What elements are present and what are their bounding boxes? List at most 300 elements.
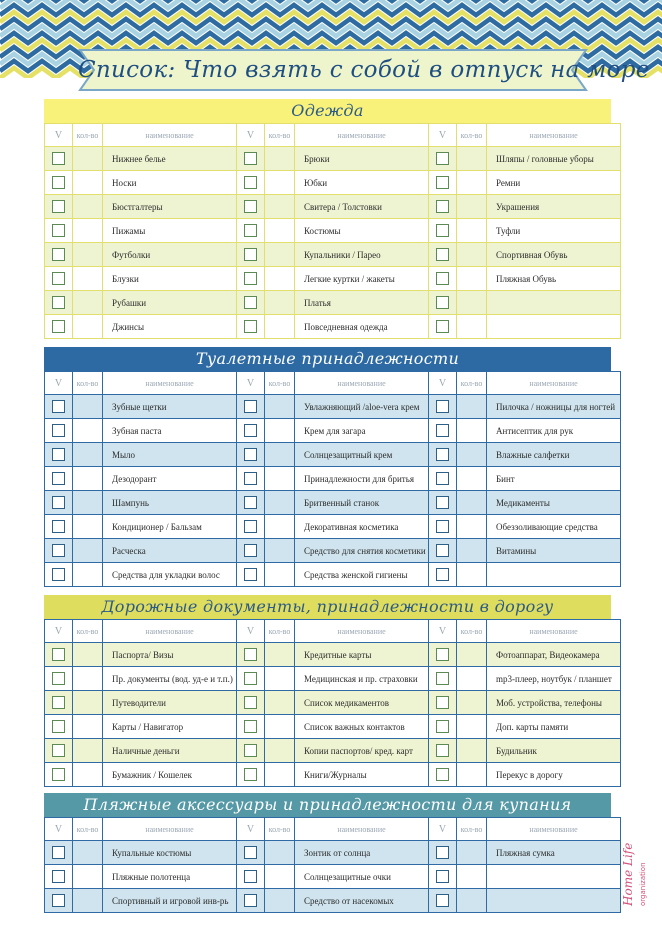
checkbox[interactable] <box>52 648 65 661</box>
name-column-header: наименование <box>487 372 621 395</box>
column-header-row <box>45 372 621 395</box>
table-row <box>45 539 621 563</box>
quantity-cell[interactable] <box>265 643 295 667</box>
checkbox[interactable] <box>244 448 257 461</box>
name-column-header: наименование <box>487 124 621 147</box>
checkbox-cell <box>237 315 265 339</box>
checkbox[interactable] <box>436 894 449 907</box>
quantity-cell[interactable] <box>457 491 487 515</box>
quantity-cell[interactable] <box>265 515 295 539</box>
checkbox[interactable] <box>52 520 65 533</box>
checkbox-cell <box>429 715 457 739</box>
checkbox-cell <box>237 171 265 195</box>
item-name: Кондиционер / Бальзам <box>103 515 237 539</box>
qty-column-header: кол-во <box>73 818 103 841</box>
quantity-cell[interactable] <box>265 763 295 787</box>
quantity-cell[interactable] <box>265 147 295 171</box>
checkbox[interactable] <box>52 472 65 485</box>
table-row <box>45 419 621 443</box>
quantity-cell[interactable] <box>265 715 295 739</box>
quantity-cell[interactable] <box>457 691 487 715</box>
quantity-cell[interactable] <box>73 889 103 913</box>
check-column-header: V <box>237 372 265 395</box>
checkbox-cell <box>237 491 265 515</box>
checkbox[interactable] <box>436 200 449 213</box>
checkbox[interactable] <box>52 224 65 237</box>
checkbox-cell <box>45 467 73 491</box>
quantity-cell[interactable] <box>73 691 103 715</box>
quantity-cell[interactable] <box>73 243 103 267</box>
checkbox[interactable] <box>436 472 449 485</box>
item-name: Солнцезащитный крем <box>295 443 429 467</box>
item-name: Ремни <box>487 171 621 195</box>
checkbox-cell <box>237 667 265 691</box>
checkbox[interactable] <box>244 200 257 213</box>
checkbox[interactable] <box>436 496 449 509</box>
item-name: Шляпы / головные уборы <box>487 147 621 171</box>
checkbox-cell <box>45 195 73 219</box>
item-name: Бинт <box>487 467 621 491</box>
item-name: Средство от насекомых <box>295 889 429 913</box>
checkbox-cell <box>237 291 265 315</box>
qty-column-header: кол-во <box>73 124 103 147</box>
quantity-cell[interactable] <box>265 395 295 419</box>
quantity-cell[interactable] <box>265 539 295 563</box>
table-row <box>45 243 621 267</box>
checkbox[interactable] <box>244 424 257 437</box>
checkbox[interactable] <box>52 894 65 907</box>
quantity-cell[interactable] <box>265 267 295 291</box>
checkbox-cell <box>45 315 73 339</box>
checkbox-cell <box>237 147 265 171</box>
item-name <box>487 889 621 913</box>
quantity-cell[interactable] <box>265 467 295 491</box>
item-name: Туфли <box>487 219 621 243</box>
checkbox[interactable] <box>52 424 65 437</box>
quantity-cell[interactable] <box>73 267 103 291</box>
item-name: Обеззоливающие средства <box>487 515 621 539</box>
quantity-cell[interactable] <box>457 443 487 467</box>
item-name: Спортивный и игровой инв-рь <box>103 889 237 913</box>
checkbox-cell <box>45 691 73 715</box>
quantity-cell[interactable] <box>73 395 103 419</box>
checkbox-cell <box>45 841 73 865</box>
quantity-cell[interactable] <box>73 515 103 539</box>
checkbox-cell <box>237 515 265 539</box>
checkbox[interactable] <box>244 894 257 907</box>
checkbox[interactable] <box>436 320 449 333</box>
quantity-cell[interactable] <box>457 643 487 667</box>
quantity-cell[interactable] <box>265 171 295 195</box>
checkbox[interactable] <box>436 272 449 285</box>
item-name: Расческа <box>103 539 237 563</box>
checkbox[interactable] <box>436 544 449 557</box>
quantity-cell[interactable] <box>265 291 295 315</box>
item-name: Пляжная сумка <box>487 841 621 865</box>
table-row <box>45 739 621 763</box>
checkbox-cell <box>429 419 457 443</box>
checkbox[interactable] <box>436 568 449 581</box>
checkbox[interactable] <box>436 720 449 733</box>
quantity-cell[interactable] <box>73 739 103 763</box>
checkbox-cell <box>45 443 73 467</box>
table-row <box>45 171 621 195</box>
checkbox[interactable] <box>244 400 257 413</box>
checkbox-cell <box>429 267 457 291</box>
checkbox[interactable] <box>244 720 257 733</box>
name-column-header: наименование <box>487 818 621 841</box>
checkbox[interactable] <box>52 744 65 757</box>
checkbox[interactable] <box>436 424 449 437</box>
table-row <box>45 395 621 419</box>
quantity-cell[interactable] <box>73 841 103 865</box>
quantity-cell[interactable] <box>265 315 295 339</box>
checkbox[interactable] <box>52 846 65 859</box>
checklist-table <box>44 619 621 787</box>
checkbox-cell <box>45 171 73 195</box>
quantity-cell[interactable] <box>265 243 295 267</box>
column-header-row <box>45 620 621 643</box>
item-name: Юбки <box>295 171 429 195</box>
quantity-cell[interactable] <box>73 219 103 243</box>
checkbox-cell <box>429 515 457 539</box>
checkbox[interactable] <box>244 272 257 285</box>
checkbox[interactable] <box>244 672 257 685</box>
name-column-header: наименование <box>295 124 429 147</box>
checkbox-cell <box>429 195 457 219</box>
quantity-cell[interactable] <box>73 467 103 491</box>
item-name: Карты / Навигатор <box>103 715 237 739</box>
checkbox-cell <box>45 865 73 889</box>
checkbox-cell <box>45 147 73 171</box>
checkbox[interactable] <box>244 744 257 757</box>
item-name: Фотоаппарат, Видеокамера <box>487 643 621 667</box>
item-name: Копии паспортов/ кред. карт <box>295 739 429 763</box>
checkbox[interactable] <box>436 696 449 709</box>
checkbox[interactable] <box>436 520 449 533</box>
item-name: Шампунь <box>103 491 237 515</box>
checkbox[interactable] <box>436 248 449 261</box>
check-column-header: V <box>429 620 457 643</box>
quantity-cell[interactable] <box>73 171 103 195</box>
checkbox[interactable] <box>52 696 65 709</box>
checkbox[interactable] <box>244 496 257 509</box>
quantity-cell[interactable] <box>457 267 487 291</box>
quantity-cell[interactable] <box>73 763 103 787</box>
checkbox[interactable] <box>436 296 449 309</box>
checkbox-cell <box>45 763 73 787</box>
checkbox[interactable] <box>436 672 449 685</box>
quantity-cell[interactable] <box>73 715 103 739</box>
table-row <box>45 643 621 667</box>
quantity-cell[interactable] <box>457 739 487 763</box>
checkbox[interactable] <box>52 176 65 189</box>
checkbox-cell <box>429 691 457 715</box>
quantity-cell[interactable] <box>457 171 487 195</box>
item-name <box>487 865 621 889</box>
name-column-header: наименование <box>103 620 237 643</box>
checkbox-cell <box>45 643 73 667</box>
quantity-cell[interactable] <box>73 563 103 587</box>
check-column-header: V <box>237 620 265 643</box>
checkbox[interactable] <box>244 224 257 237</box>
quantity-cell[interactable] <box>457 395 487 419</box>
item-name: Список важных контактов <box>295 715 429 739</box>
item-name <box>487 563 621 587</box>
item-name: Свитера / Толстовки <box>295 195 429 219</box>
name-column-header: наименование <box>295 372 429 395</box>
checkbox[interactable] <box>52 200 65 213</box>
checkbox[interactable] <box>52 544 65 557</box>
quantity-cell[interactable] <box>73 539 103 563</box>
section-beach <box>44 793 611 913</box>
checkbox-cell <box>237 889 265 913</box>
table-row <box>45 865 621 889</box>
checkbox[interactable] <box>436 648 449 661</box>
table-row <box>45 147 621 171</box>
checkbox[interactable] <box>244 152 257 165</box>
checkbox-cell <box>429 467 457 491</box>
brand-line2: organization <box>639 862 647 906</box>
quantity-cell[interactable] <box>457 841 487 865</box>
qty-column-header: кол-во <box>457 124 487 147</box>
item-name: Будильник <box>487 739 621 763</box>
checkbox[interactable] <box>436 176 449 189</box>
checkbox-cell <box>429 643 457 667</box>
checkbox-cell <box>45 667 73 691</box>
checkbox-cell <box>45 715 73 739</box>
checkbox[interactable] <box>244 768 257 781</box>
item-name: Список медикаментов <box>295 691 429 715</box>
checkbox-cell <box>429 889 457 913</box>
checkbox[interactable] <box>52 720 65 733</box>
qty-column-header: кол-во <box>265 372 295 395</box>
checkbox-cell <box>237 643 265 667</box>
checkbox[interactable] <box>52 400 65 413</box>
checkbox-cell <box>429 171 457 195</box>
quantity-cell[interactable] <box>457 195 487 219</box>
quantity-cell[interactable] <box>457 219 487 243</box>
checkbox-cell <box>429 243 457 267</box>
checkbox-cell <box>429 291 457 315</box>
section-title: Пляжные аксессуары и принадлежности для купания <box>44 793 611 817</box>
checkbox[interactable] <box>436 768 449 781</box>
item-name: Крем для загара <box>295 419 429 443</box>
quantity-cell[interactable] <box>73 419 103 443</box>
table-row <box>45 443 621 467</box>
checkbox[interactable] <box>436 846 449 859</box>
item-name: Спортивная Обувь <box>487 243 621 267</box>
checkbox[interactable] <box>244 696 257 709</box>
checkbox-cell <box>45 291 73 315</box>
name-column-header: наименование <box>295 818 429 841</box>
checkbox-cell <box>237 419 265 443</box>
item-name: Доп. карты памяти <box>487 715 621 739</box>
check-column-header: V <box>429 372 457 395</box>
quantity-cell[interactable] <box>265 841 295 865</box>
quantity-cell[interactable] <box>265 219 295 243</box>
checkbox[interactable] <box>52 870 65 883</box>
quantity-cell[interactable] <box>73 491 103 515</box>
quantity-cell[interactable] <box>457 315 487 339</box>
item-name: Моб. устройства, телефоны <box>487 691 621 715</box>
checkbox[interactable] <box>244 520 257 533</box>
checkbox-cell <box>429 841 457 865</box>
quantity-cell[interactable] <box>265 563 295 587</box>
brand-logo <box>618 828 652 908</box>
table-row <box>45 195 621 219</box>
checkbox[interactable] <box>52 248 65 261</box>
checkbox[interactable] <box>436 152 449 165</box>
item-name: Нижнее белье <box>103 147 237 171</box>
quantity-cell[interactable] <box>457 467 487 491</box>
quantity-cell[interactable] <box>457 539 487 563</box>
item-name: Легкие куртки / жакеты <box>295 267 429 291</box>
item-name: Пляжная Обувь <box>487 267 621 291</box>
item-name: Увлажняющий /aloe-vera крем <box>295 395 429 419</box>
table-row <box>45 841 621 865</box>
item-name: Мыло <box>103 443 237 467</box>
quantity-cell[interactable] <box>265 889 295 913</box>
table-row <box>45 291 621 315</box>
checkbox[interactable] <box>52 152 65 165</box>
checkbox-cell <box>237 195 265 219</box>
name-column-header: наименование <box>295 620 429 643</box>
checkbox[interactable] <box>244 320 257 333</box>
item-name: Наличные деньги <box>103 739 237 763</box>
checkbox[interactable] <box>244 846 257 859</box>
item-name: Купальные костюмы <box>103 841 237 865</box>
item-name: Пижамы <box>103 219 237 243</box>
quantity-cell[interactable] <box>265 443 295 467</box>
checkbox[interactable] <box>436 400 449 413</box>
checkbox-cell <box>45 739 73 763</box>
item-name: mp3-плеер, ноутбук / планшет <box>487 667 621 691</box>
quantity-cell[interactable] <box>73 195 103 219</box>
quantity-cell[interactable] <box>457 865 487 889</box>
item-name: Средства женской гигиены <box>295 563 429 587</box>
checkbox[interactable] <box>436 870 449 883</box>
checkbox-cell <box>237 467 265 491</box>
quantity-cell[interactable] <box>265 739 295 763</box>
checkbox[interactable] <box>244 176 257 189</box>
quantity-cell[interactable] <box>457 419 487 443</box>
quantity-cell[interactable] <box>457 667 487 691</box>
quantity-cell[interactable] <box>73 147 103 171</box>
section-travel-docs <box>44 595 611 787</box>
quantity-cell[interactable] <box>457 763 487 787</box>
checkbox[interactable] <box>52 672 65 685</box>
quantity-cell[interactable] <box>265 691 295 715</box>
item-name: Витамины <box>487 539 621 563</box>
quantity-cell[interactable] <box>265 491 295 515</box>
check-column-header: V <box>45 620 73 643</box>
checkbox[interactable] <box>52 272 65 285</box>
quantity-cell[interactable] <box>73 443 103 467</box>
checkbox-cell <box>237 865 265 889</box>
quantity-cell[interactable] <box>73 291 103 315</box>
checkbox[interactable] <box>244 870 257 883</box>
quantity-cell[interactable] <box>457 715 487 739</box>
column-header-row <box>45 124 621 147</box>
checkbox[interactable] <box>52 768 65 781</box>
table-row <box>45 219 621 243</box>
quantity-cell[interactable] <box>265 667 295 691</box>
check-column-header: V <box>429 124 457 147</box>
item-name: Перекус в дорогу <box>487 763 621 787</box>
table-row <box>45 515 621 539</box>
checkbox-cell <box>45 243 73 267</box>
item-name: Паспорта/ Визы <box>103 643 237 667</box>
quantity-cell[interactable] <box>73 865 103 889</box>
table-row <box>45 563 621 587</box>
item-name: Носки <box>103 171 237 195</box>
checkbox[interactable] <box>436 224 449 237</box>
checkbox-cell <box>237 841 265 865</box>
checkbox-cell <box>45 563 73 587</box>
quantity-cell[interactable] <box>457 889 487 913</box>
checkbox-cell <box>237 219 265 243</box>
item-name: Бюстгалтеры <box>103 195 237 219</box>
section-toiletries <box>44 347 616 587</box>
quantity-cell[interactable] <box>73 315 103 339</box>
checkbox[interactable] <box>244 248 257 261</box>
checkbox-cell <box>237 443 265 467</box>
quantity-cell[interactable] <box>457 243 487 267</box>
checklist-table <box>44 817 621 913</box>
quantity-cell[interactable] <box>73 643 103 667</box>
qty-column-header: кол-во <box>265 124 295 147</box>
quantity-cell[interactable] <box>265 195 295 219</box>
checkbox[interactable] <box>52 568 65 581</box>
quantity-cell[interactable] <box>457 563 487 587</box>
checkbox-cell <box>429 563 457 587</box>
item-name: Украшения <box>487 195 621 219</box>
checkbox[interactable] <box>52 448 65 461</box>
checkbox-cell <box>45 267 73 291</box>
checkbox-cell <box>429 395 457 419</box>
item-name: Принадлежности для бритья <box>295 467 429 491</box>
item-name: Джинсы <box>103 315 237 339</box>
checkbox[interactable] <box>436 448 449 461</box>
checkbox-cell <box>237 715 265 739</box>
checkbox[interactable] <box>52 496 65 509</box>
quantity-cell[interactable] <box>73 667 103 691</box>
qty-column-header: кол-во <box>265 620 295 643</box>
checkbox[interactable] <box>244 472 257 485</box>
checklist-table <box>44 371 621 587</box>
item-name: Декоративная косметика <box>295 515 429 539</box>
item-name: Блузки <box>103 267 237 291</box>
item-name: Зонтик от солнца <box>295 841 429 865</box>
checkbox[interactable] <box>244 568 257 581</box>
brand-line1: Home Life <box>621 842 635 906</box>
quantity-cell[interactable] <box>265 419 295 443</box>
checkbox[interactable] <box>244 648 257 661</box>
item-name: Книги/Журналы <box>295 763 429 787</box>
checkbox[interactable] <box>244 296 257 309</box>
quantity-cell[interactable] <box>457 291 487 315</box>
checkbox[interactable] <box>244 544 257 557</box>
quantity-cell[interactable] <box>457 515 487 539</box>
item-name: Зубная паста <box>103 419 237 443</box>
quantity-cell[interactable] <box>457 147 487 171</box>
quantity-cell[interactable] <box>265 865 295 889</box>
checkbox[interactable] <box>436 744 449 757</box>
checkbox[interactable] <box>52 296 65 309</box>
checkbox-cell <box>429 865 457 889</box>
checkbox[interactable] <box>52 320 65 333</box>
